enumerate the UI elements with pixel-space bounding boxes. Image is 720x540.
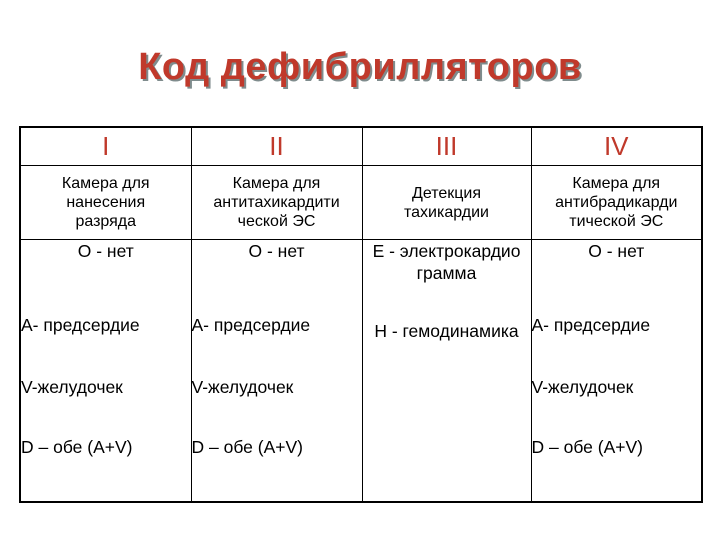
- code-cell: D – обе (A+V): [191, 436, 362, 502]
- code-cell: D – обе (A+V): [20, 436, 191, 502]
- code-cell: Н - гемодинамика: [362, 314, 531, 376]
- code-cell: О - нет: [531, 240, 702, 315]
- code-cell: V-желудочек: [191, 376, 362, 436]
- code-cell: Е - электрокардио грамма: [362, 240, 531, 315]
- code-cell: О - нет: [191, 240, 362, 315]
- column-header-iv: IV: [531, 127, 702, 166]
- column-header-iii: III: [362, 127, 531, 166]
- column-header-ii: II: [191, 127, 362, 166]
- code-cell: А- предсердие: [20, 314, 191, 376]
- column-description: Камера для нанесения разряда: [20, 166, 191, 240]
- column-description: Детекция тахикардии: [362, 166, 531, 240]
- code-cell: V-желудочек: [531, 376, 702, 436]
- table-row: [20, 240, 702, 315]
- table-row: [20, 436, 702, 502]
- code-cell: [362, 376, 531, 436]
- page-title: Код дефибрилляторов: [138, 46, 582, 88]
- code-cell: О - нет: [20, 240, 191, 315]
- column-description: Камера для антибрадикарди тической ЭС: [531, 166, 702, 240]
- description-row: [20, 166, 702, 240]
- defibrillator-code-table: [19, 126, 703, 503]
- table-row: [20, 376, 702, 436]
- column-description: Камера для антитахикардити ческой ЭС: [191, 166, 362, 240]
- table-row: [20, 314, 702, 376]
- header-row: [20, 127, 702, 166]
- code-cell: А- предсердие: [191, 314, 362, 376]
- code-cell: [362, 436, 531, 502]
- code-cell: V-желудочек: [20, 376, 191, 436]
- column-header-i: I: [20, 127, 191, 166]
- code-cell: D – обе (A+V): [531, 436, 702, 502]
- code-cell: А- предсердие: [531, 314, 702, 376]
